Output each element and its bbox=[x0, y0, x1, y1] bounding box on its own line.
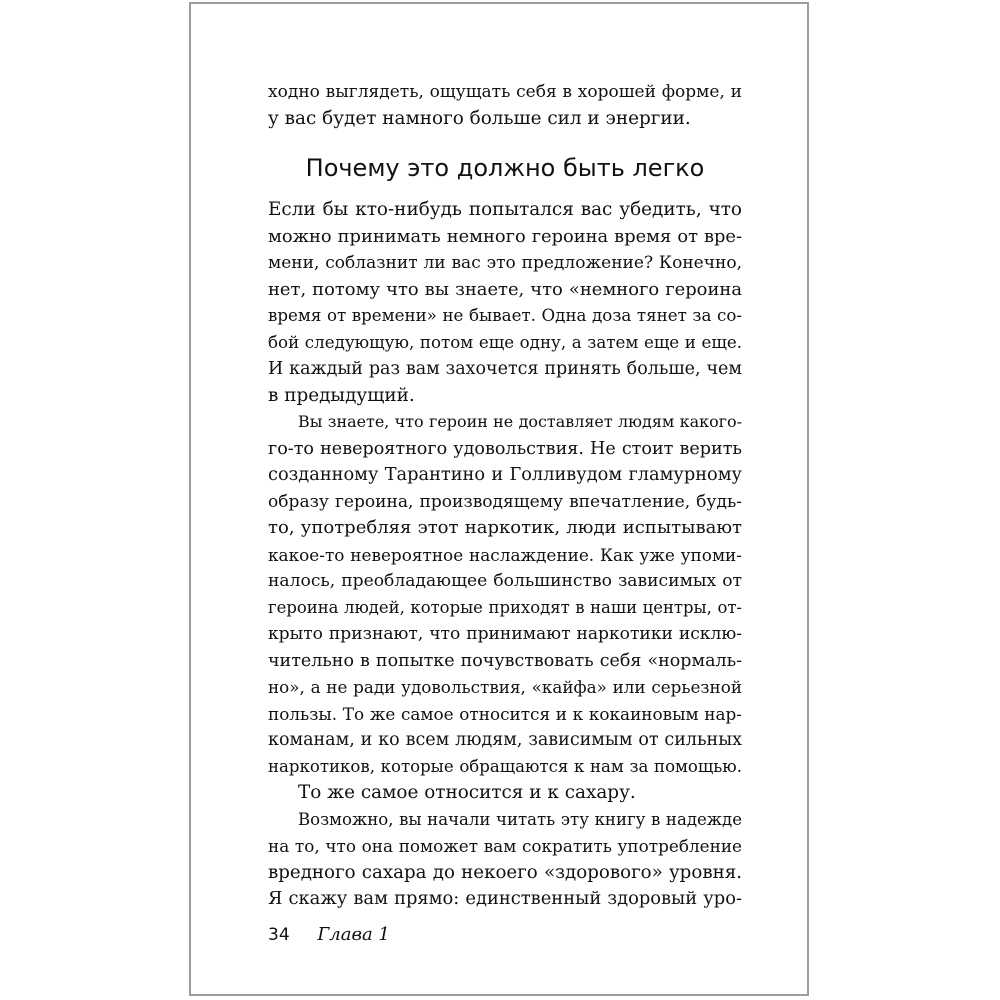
text-line: чительно в попытке почувствовать себя «нормаль- bbox=[268, 650, 742, 671]
paragraph-2 bbox=[268, 409, 742, 780]
paragraph-1 bbox=[268, 197, 742, 409]
text-line: нет, потому что вы знаете, что «немного героина bbox=[268, 278, 742, 300]
paragraph-3 bbox=[268, 780, 742, 807]
page-number: 34 bbox=[268, 925, 290, 945]
paragraph-4 bbox=[268, 807, 742, 913]
text-line: можно принимать немного героина время от вре- bbox=[268, 225, 742, 247]
text-line: на то, что она поможет вам сократить употребление bbox=[268, 836, 742, 856]
text-line: Если бы кто-нибудь попытался вас убедить, что bbox=[268, 199, 742, 220]
text-line: героина людей, которые приходят в наши центры, от- bbox=[268, 597, 742, 617]
text-line: пользы. То же самое относится и к кокаиновым нар- bbox=[268, 703, 742, 724]
text-line: И каждый раз вам захочется принять больше, чем bbox=[268, 359, 742, 379]
text-line: Возможно, вы начали читать эту книгу в надежде bbox=[298, 809, 742, 829]
text-line: То же самое относится и к сахару. bbox=[298, 782, 636, 803]
text-line: бой следующую, потом еще одну, а затем еще и еще. bbox=[268, 332, 742, 352]
text-line: в предыдущий. bbox=[268, 384, 415, 406]
text-line: команам, и ко всем людям, зависимым от сильных bbox=[268, 730, 742, 750]
text-line: но», а не ради удовольствия, «кайфа» или серьезной bbox=[268, 677, 742, 697]
text-line: крыто признают, что принимают наркотики исклю- bbox=[268, 624, 742, 644]
text-line: образу героина, производящему впечатление, будь- bbox=[268, 491, 742, 512]
text-line: Вы знаете, что героин не доставляет людям какого- bbox=[298, 412, 742, 431]
text-line: время от времени» не бывает. Одна доза тянет за со- bbox=[268, 306, 742, 325]
text-line: ходно выглядеть, ощущать себя в хорошей форме, и bbox=[268, 82, 742, 102]
text-line: какое-то невероятное наслаждение. Как уже упоми- bbox=[268, 544, 742, 565]
text-line: мени, соблазнит ли вас это предложение? Конечно, bbox=[268, 253, 742, 273]
page-footer bbox=[268, 924, 390, 950]
section-heading: Почему это должно быть легко bbox=[305, 154, 705, 182]
text-line: то, употребляя этот наркотик, люди испытывают bbox=[268, 517, 742, 538]
body-text bbox=[268, 79, 742, 913]
text-line: созданному Тарантино и Голливудом гламурному bbox=[268, 465, 742, 485]
text-line: го-то невероятного удовольствия. Не стоит верить bbox=[268, 438, 742, 459]
text-line: налось, преобладающее большинство зависимых от bbox=[268, 571, 742, 591]
text-line: вредного сахара до некоего «здорового» уровня. bbox=[268, 861, 742, 883]
chapter-label: Глава 1 bbox=[317, 924, 390, 945]
text-line: Я скажу вам прямо: единственный здоровый уро- bbox=[268, 888, 742, 909]
text-line: у вас будет намного больше сил и энергии. bbox=[268, 107, 691, 129]
text-line: наркотиков, которые обращаются к нам за помощью. bbox=[268, 756, 742, 776]
